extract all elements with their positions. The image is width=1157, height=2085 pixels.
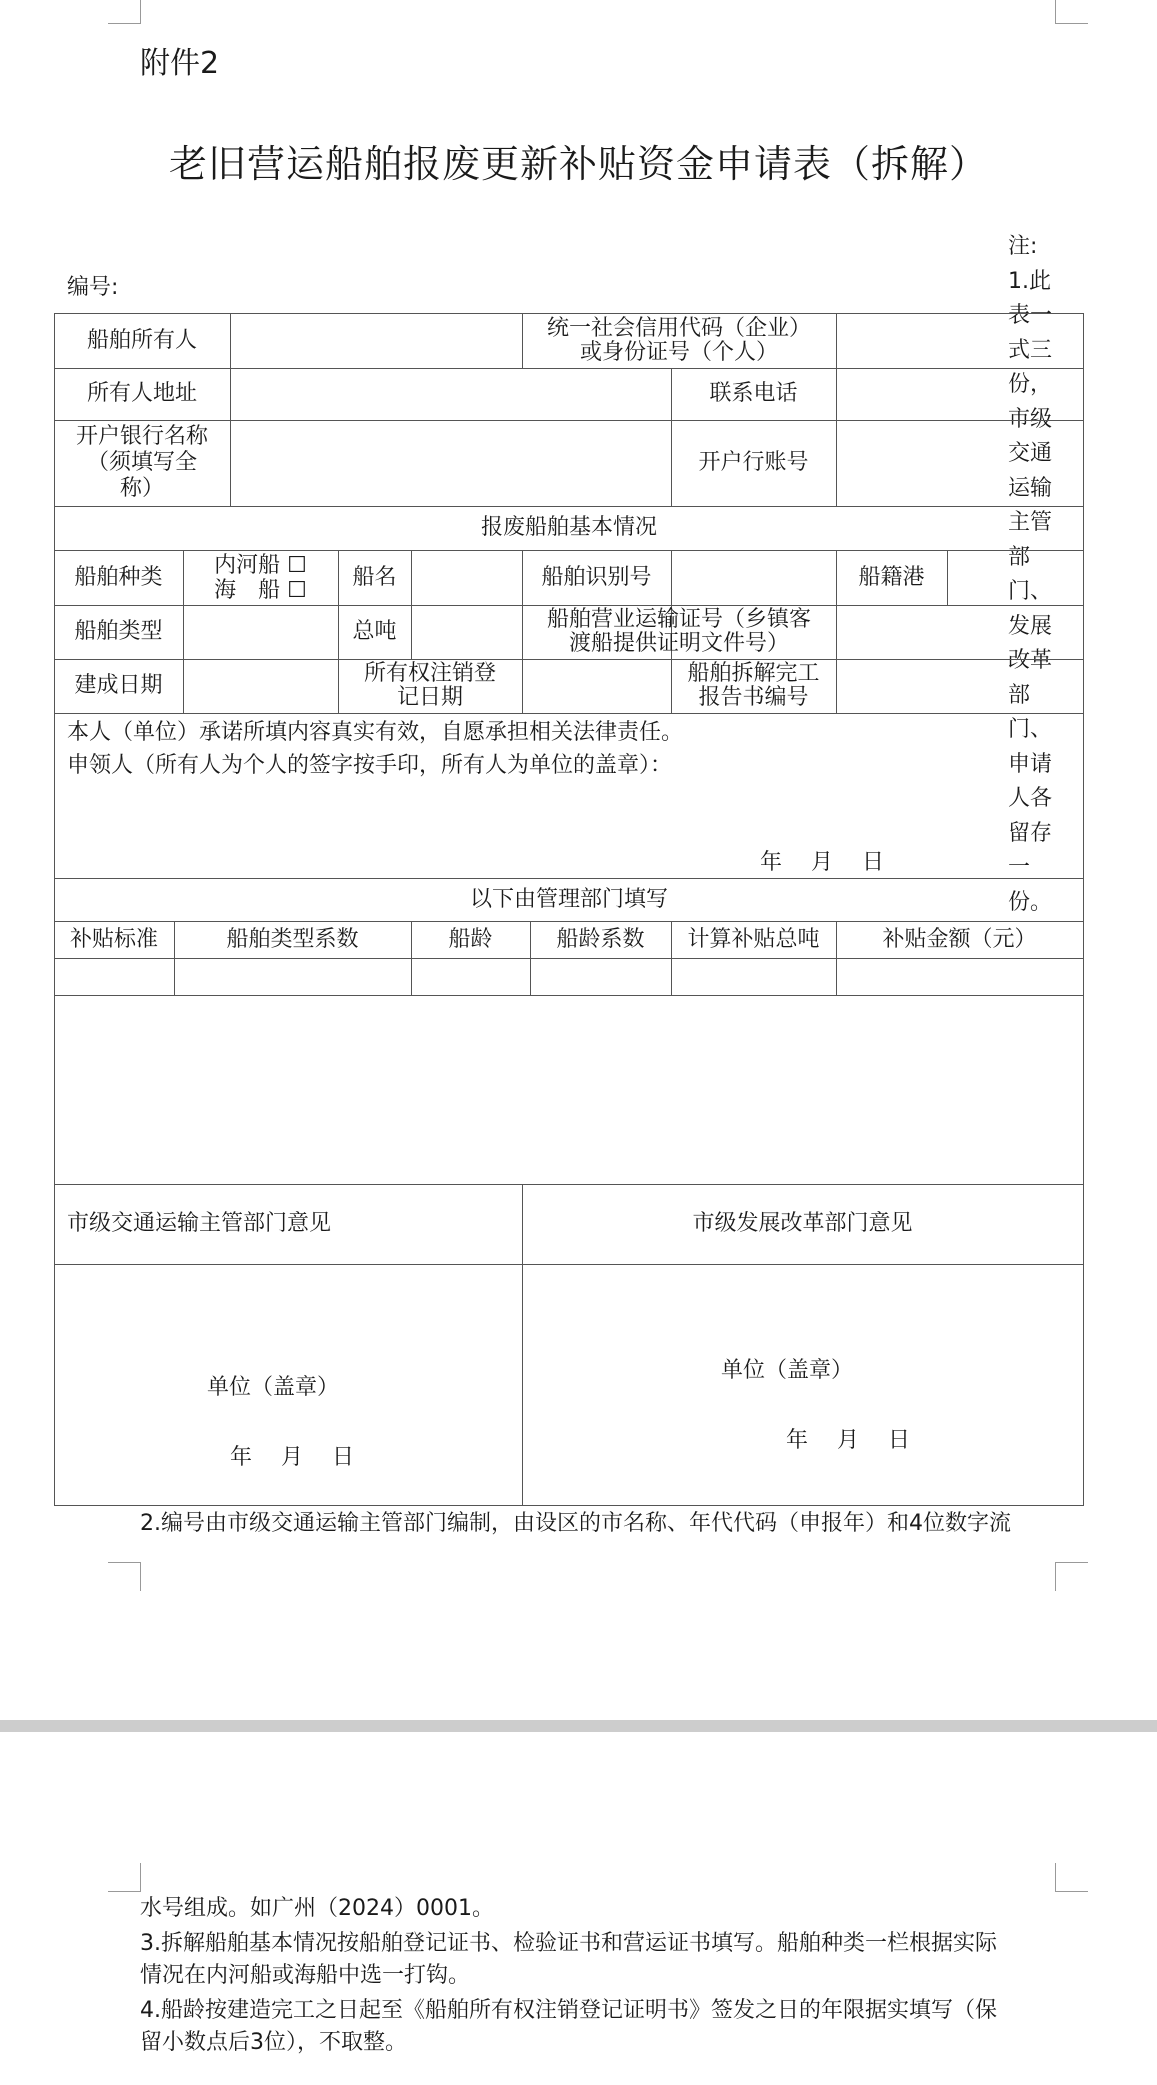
applicant-date: 年 月 日 [760,850,884,875]
col-age-coef: 船龄系数 [556,926,645,952]
reform-seal-date: 年 月 日 [786,1428,910,1453]
pledge-text: 本人（单位）承诺所填内容真实有效，自愿承担相关法律责任。 [67,720,684,745]
page-corner-mark [1055,0,1088,24]
footnotes-continued [140,1893,1070,2059]
inland-option[interactable]: 内河船 ☐ [214,552,307,578]
owner-address-label: 所有人地址 [86,381,197,406]
basic-info-header: 报废船舶基本情况 [480,515,657,540]
col-subsidy-standard: 补贴标准 [69,926,158,952]
transport-seal-date: 年 月 日 [230,1445,354,1470]
page-corner-mark [1055,1562,1088,1591]
ship-id-label: 船舶识别号 [541,564,652,590]
applicant-text: 申领人（所有人为个人的签字按手印，所有人为单位的盖章）： [67,753,673,778]
ship-category-label: 船舶种类 [74,564,163,590]
page-corner-mark [108,0,141,24]
credit-code-label: 统一社会信用代码（企业） 或身份证号（个人） [546,315,811,365]
footnote-2-part2: 水号组成。如广州（2024）0001。 [140,1896,494,1921]
transport-opinion-label: 市级交通运输主管部门意见 [67,1211,332,1236]
footnote-3: 3.拆解船舶基本情况按船舶登记证书、检验证书和营运证书填写。船舶种类一栏根据实际 情况在内河船或海船中选一打钩。 [140,1931,997,1988]
transport-seal-label: 单位（盖章） [207,1375,340,1400]
ship-name-label: 船名 [352,564,397,590]
sea-option[interactable]: 海 船 ☐ [214,577,307,603]
checkbox-icon[interactable]: ☐ [287,577,307,603]
phone-label: 联系电话 [709,381,798,406]
license-label: 船舶营业运输证号（乡镇客 渡船提供证明文件号） [546,607,811,656]
page-separator [0,1720,1157,1732]
col-ship-type-coef: 船舶类型系数 [226,926,359,952]
footnote-4: 4.船龄按建造完工之日起至《船舶所有权注销登记证明书》签发之日的年限据实填写（保 留小数点后3位），不取整。 [140,1998,997,2055]
page-title: 老旧营运船舶报废更新补贴资金申请表（拆解） [168,142,988,186]
col-ship-age: 船龄 [448,926,493,952]
attachment-label: 附件2 [140,46,220,81]
col-subsidy-amount: 补贴金额（元） [882,926,1037,952]
reform-opinion-label: 市级发展改革部门意见 [692,1211,913,1236]
page-corner-mark [1055,1863,1088,1892]
owner-label: 船舶所有人 [86,327,197,353]
ship-type-label: 船舶类型 [74,619,163,644]
dept-section-header: 以下由管理部门填写 [469,886,668,912]
page-corner-mark [108,1562,141,1591]
serial-number-label: 编号: [67,275,119,300]
gross-ton-label: 总吨 [352,619,397,644]
build-date-label: 建成日期 [74,673,163,698]
ship-category-options [183,550,338,605]
cancel-date-label: 所有权注销登 记日期 [363,661,496,710]
col-total-tonnage: 计算补贴总吨 [687,926,820,952]
bank-account-label: 开户行账号 [698,450,809,475]
page-corner-mark [108,1863,141,1892]
footnote-2-part1: 2.编号由市级交通运输主管部门编制，由设区的市名称、年代代码（申报年）和4位数字流 [140,1511,1011,1536]
side-note: 注: 1.此 表一 式三 份， 市级 交通 运输 主管 部 门、 发展 改革 部 门、 申请 人各 留存 一 份。 [1008,234,1053,915]
dismantle-report-label: 船舶拆解完工 报告书编号 [687,661,820,710]
bank-name-label: 开户银行名称 （须填写全 称） [75,424,208,501]
reform-seal-label: 单位（盖章） [721,1358,854,1383]
port-label: 船籍港 [858,564,925,590]
checkbox-icon[interactable]: ☐ [287,552,307,578]
